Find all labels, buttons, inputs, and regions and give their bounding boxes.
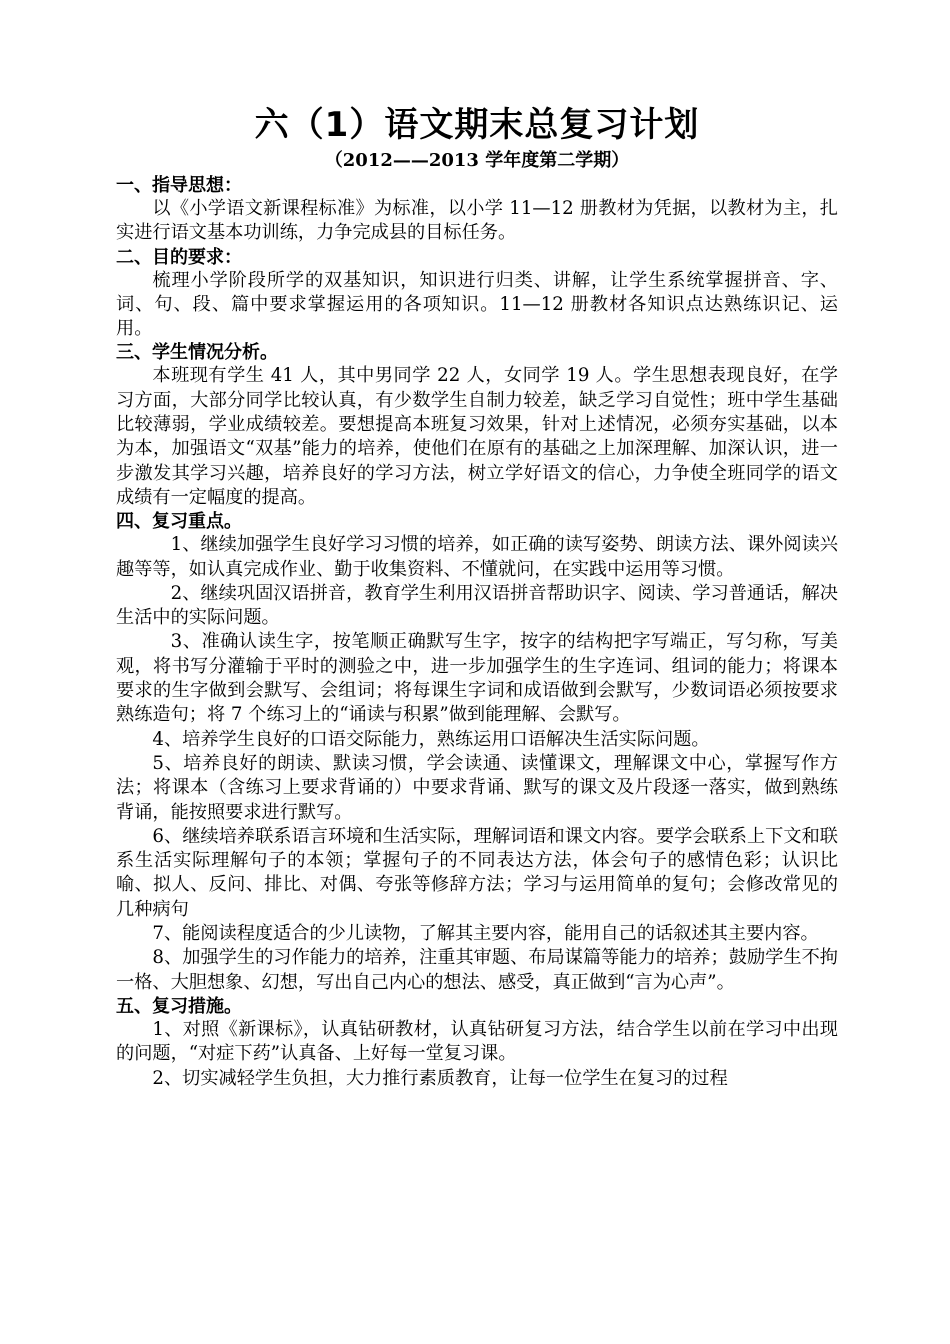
section-heading-guiding-thought: 一、指导思想： [116, 175, 242, 196]
paragraph: 1、对照《新课标》，认真钻研教材，认真钻研复习方法，结合学生以前在学习中出现的问题，“对症下药”认真备、上好每一堂复习课。 [116, 1018, 838, 1065]
paragraph: 6、继续培养联系语言环境和生活实际，理解词语和课文内容。要学会联系上下文和联系生活实际理解句子的本领；掌握句子的不同表达方法，体会句子的感情色彩；认识比喻、拟人、反问、排比、对偶、夸张等修辞方法；学习与运用简单的复句；会修改常见的几种病句 [116, 825, 838, 920]
paragraph: 以《小学语文新课程标准》为标准，以小学 11—12 册教材为凭据，以教材为主，扎实进行语文基本功训练，力争完成县的目标任务。 [116, 198, 838, 244]
section-heading-goals: 二、目的要求： [116, 246, 242, 268]
paragraph: 1、继续加强学生良好学习习惯的培养，如正确的读写姿势、朗读方法、课外阅读兴趣等等，如认真完成作业、勤于收集资料、不懂就问，在实践中运用等习惯。 [116, 534, 838, 580]
paragraph: 7、能阅读程度适合的少儿读物，了解其主要内容，能用自己的话叙述其主要内容。 [152, 923, 819, 945]
section-heading-review-measures: 五、复习措施。 [116, 995, 242, 1017]
section-heading-student-analysis: 三、学生情况分析。 [116, 342, 278, 364]
paragraph: 5、培养良好的朗读、默读习惯，学会读通、读懂课文，理解课文中心，掌握写作方法；将课本（含练习上要求背诵的）中要求背诵、默写的课文及片段逐一落实，做到熟练背诵，能按照要求进行默写。 [116, 752, 838, 823]
paragraph: 4、培养学生良好的口语交际能力，熟练运用口语解决生活实际问题。 [152, 728, 710, 750]
document-content [116, 102, 838, 1091]
paragraph: 2、继续巩固汉语拼音，教育学生利用汉语拼音帮助识字、阅读、学习普通话，解决生活中的实际问题。 [116, 582, 838, 629]
document-title: 六（1）语文期末总复习计划 [254, 105, 700, 145]
document-subtitle: （2012——2013 学年度第二学期） [324, 150, 630, 171]
section-heading-review-focus: 四、复习重点。 [116, 511, 242, 533]
paragraph: 本班现有学生 41 人，其中男同学 22 人，女同学 19 人。学生思想表现良好，在学习方面，大部分同学比较认真，有少数学生自制力较差，缺乏学习自觉性；班中学生基础比较薄弱，学业成绩较差。要想提高本班复习效果，针对上述情况，必须夯实基础，以本为本，加强语文“双基”能力的培养，使他们在原有的基础之上加深理解、加深认识，进一步激发其学习兴趣，培养良好的学习方法，树立学好语文的信心，力争使全班同学的语文成绩有一定幅度的提高。 [116, 365, 838, 508]
paragraph: 3、准确认读生字，按笔顺正确默写生字，按字的结构把字写端正，写匀称，写美观，将书写分灌输于平时的测验之中，进一步加强学生的生字连词、组词的能力；将课本要求的生字做到会默写、会组词；将每课生字词和成语做到会默写，少数词语必须按要求熟练造句；将 7 个练习上的“诵读与积累”做到能理解、会默写。 [116, 631, 838, 726]
paragraph: 8、加强学生的习作能力的培养，注重其审题、布局谋篇等能力的培养；鼓励学生不拘一格、大胆想象、幻想，写出自己内心的想法、感受，真正做到“言为心声”。 [116, 947, 838, 993]
paragraph: 梳理小学阶段所学的双基知识，知识进行归类、讲解，让学生系统掌握拼音、字、词、句、段、篇中要求掌握运用的各项知识。11—12 册教材各知识点达熟练识记、运用。 [116, 269, 838, 340]
paragraph: 2、切实减轻学生负担，大力推行素质教育，让每一位学生在复习的过程 [152, 1067, 728, 1089]
